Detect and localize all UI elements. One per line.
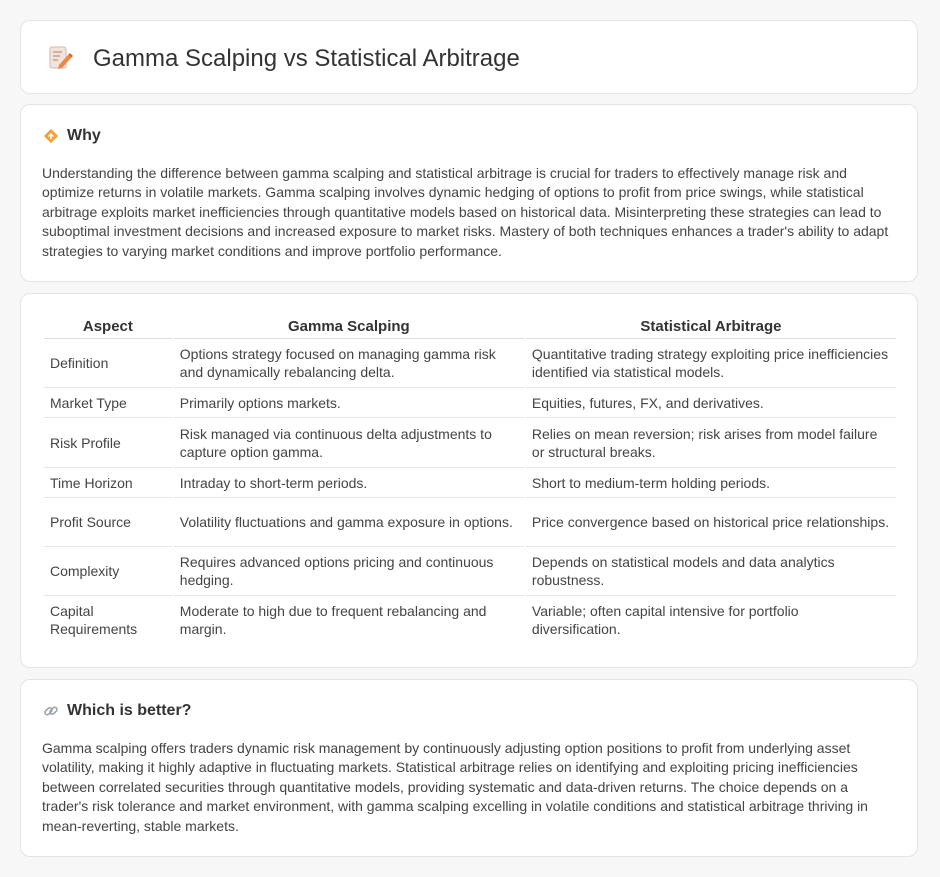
- which-is-better-section: [20, 679, 918, 857]
- gamma-cell: Primarily options markets.: [174, 388, 524, 418]
- statarb-cell: Price convergence based on historical price relationships.: [526, 498, 896, 547]
- why-body: Understanding the difference between gamma scalping and statistical arbitrage is crucial for traders to effectively manage risk and optimize returns in volatile markets. Gamma scalping involves dynamic hedging of options to profit from price swings, while statistical arbitrage exploits market inefficiencies through quantitative models based on historical data. Misinterpreting these strategies can lead to suboptimal investment decisions and increased exposure to market risks. Mastery of both techniques enhances a trader's ability to adapt strategies to varying market conditions and improve portfolio performance.: [42, 165, 889, 259]
- title-card: [20, 20, 918, 94]
- gamma-cell: Risk managed via continuous delta adjustments to capture option gamma.: [174, 418, 524, 468]
- statarb-cell: Relies on mean reversion; risk arises from model failure or structural breaks.: [526, 418, 896, 468]
- statarb-cell: Equities, futures, FX, and derivatives.: [526, 388, 896, 418]
- table-row: [44, 596, 896, 644]
- table-row: [44, 388, 896, 418]
- page-title: Gamma Scalping vs Statistical Arbitrage: [93, 45, 520, 72]
- better-body: Gamma scalping offers traders dynamic risk management by continuously adjusting option positions to profit from underlying asset volatility, making it highly adaptive in fluctuating markets. Statistical arbitrage relies on identifying and exploiting pricing inefficiencies between correlated securities through quantitative models, providing systematic and data-driven returns. The choice depends on a trader's risk tolerance and market environment, with gamma scalping excelling in volatile conditions and statistical arbitrage thriving in mean-reverting, stable markets.: [42, 740, 868, 834]
- aspect-cell: Market Type: [44, 388, 172, 418]
- header-aspect: Aspect: [44, 316, 172, 339]
- aspect-cell: Risk Profile: [44, 418, 172, 468]
- statarb-cell: Depends on statistical models and data analytics robustness.: [526, 547, 896, 596]
- header-gamma-scalping: Gamma Scalping: [174, 316, 524, 339]
- link-icon: [43, 703, 59, 719]
- document-edit-icon: [47, 45, 73, 71]
- comparison-table: [42, 316, 898, 644]
- why-section: [20, 104, 918, 282]
- comparison-table-section: [20, 293, 918, 668]
- why-heading-row: [43, 127, 101, 145]
- aspect-cell: Complexity: [44, 547, 172, 596]
- gamma-cell: Requires advanced options pricing and continuous hedging.: [174, 547, 524, 596]
- better-heading-row: [43, 702, 191, 720]
- statarb-cell: Variable; often capital intensive for portfolio diversification.: [531, 603, 799, 637]
- table-header-row: [44, 316, 896, 339]
- gamma-cell: Moderate to high due to frequent rebalancing and margin.: [179, 603, 487, 637]
- table-row: [44, 547, 896, 596]
- gamma-cell: Volatility fluctuations and gamma exposure in options.: [174, 498, 524, 547]
- table-row: [44, 418, 896, 468]
- why-heading: Why: [67, 127, 101, 144]
- statarb-cell: Quantitative trading strategy exploiting price inefficiencies identified via statistical models.: [526, 339, 896, 388]
- header-statistical-arbitrage: Statistical Arbitrage: [526, 316, 896, 339]
- gamma-cell: Options strategy focused on managing gamma risk and dynamically rebalancing delta.: [174, 339, 524, 388]
- aspect-cell: Definition: [44, 339, 172, 388]
- table-row: [44, 498, 896, 547]
- aspect-cell: Profit Source: [44, 498, 172, 547]
- aspect-cell: Capital Requirements: [50, 603, 138, 637]
- table-row: [44, 339, 896, 388]
- gamma-cell: Intraday to short-term periods.: [174, 468, 524, 498]
- aspect-cell: Time Horizon: [44, 468, 172, 498]
- better-heading: Which is better?: [67, 702, 192, 719]
- diamond-arrow-icon: [43, 128, 59, 144]
- statarb-cell: Short to medium-term holding periods.: [526, 468, 896, 498]
- table-row: [44, 468, 896, 498]
